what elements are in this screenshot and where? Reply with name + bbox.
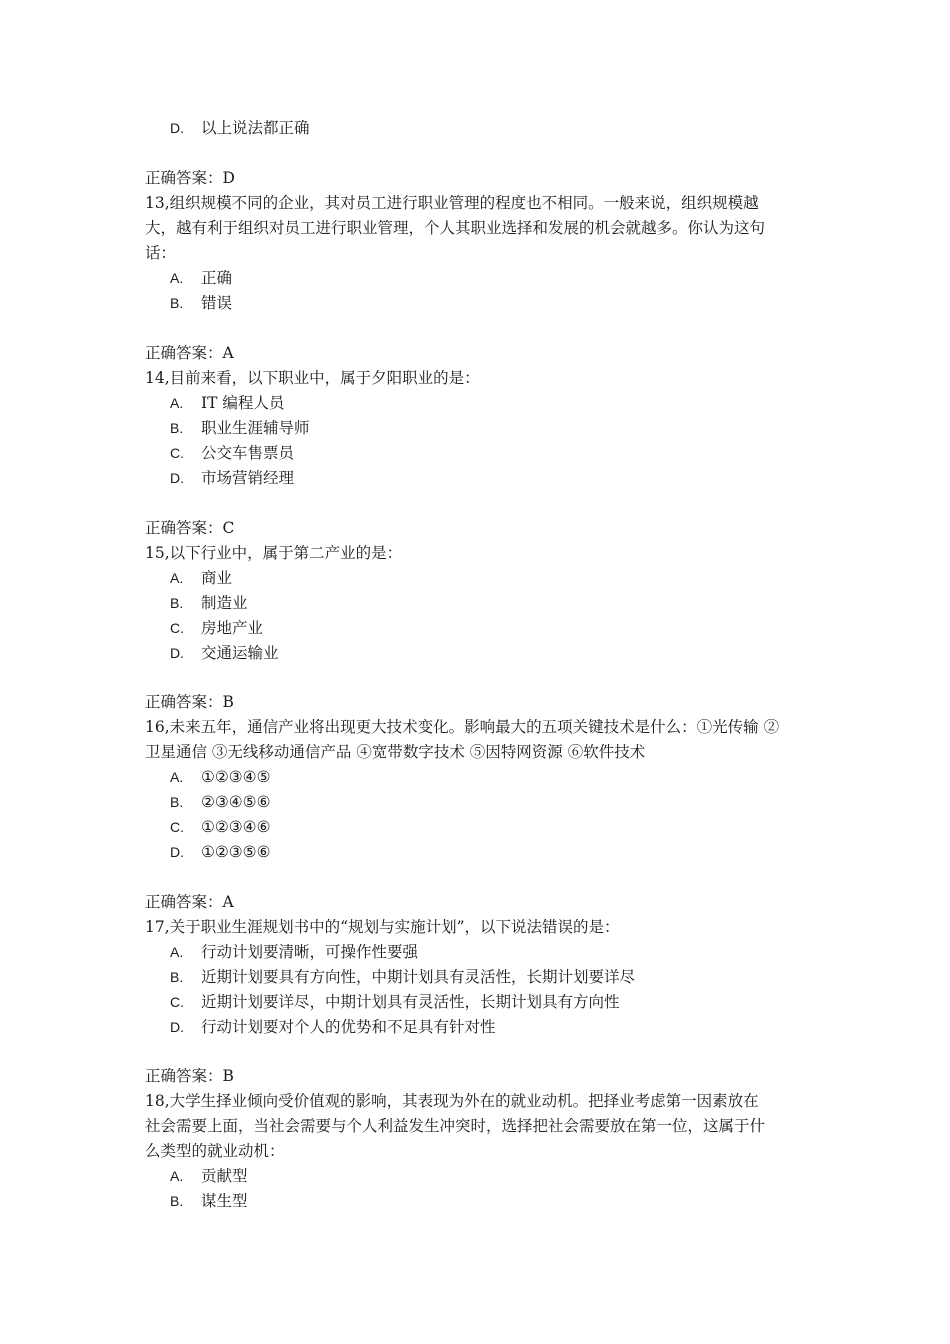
option-item xyxy=(170,416,810,441)
option-text: 近期计划要具有方向性，中期计划具有灵活性，长期计划要详尽 xyxy=(201,968,636,986)
option-text: ①②③④⑥ xyxy=(201,818,271,836)
question-stem-line: 13,组织规模不同的企业，其对员工进行职业管理的程度也不相同。一般来说，组织规模越 xyxy=(145,194,759,212)
option-letter: A. xyxy=(170,1168,184,1184)
option-item xyxy=(170,1015,810,1040)
option-letter: D. xyxy=(170,470,184,486)
question-stem-line: 16,未来五年，通信产业将出现更大技术变化。影响最大的五项关键技术是什么：①光传输 ② xyxy=(145,718,780,736)
question-stem-line: 17,关于职业生涯规划书中的“规划与实施计划”，以下说法错误的是： xyxy=(145,918,620,936)
option-item xyxy=(170,441,810,466)
option-item xyxy=(170,1189,810,1214)
option-item xyxy=(170,1164,810,1189)
option-text: 房地产业 xyxy=(201,619,264,637)
correct-answer: 正确答案：A xyxy=(145,344,234,362)
option-letter: B. xyxy=(170,794,184,810)
option-letter: D. xyxy=(170,120,184,136)
option-item xyxy=(170,641,810,666)
option-item xyxy=(170,266,810,291)
option-item xyxy=(170,566,810,591)
option-letter: A. xyxy=(170,270,184,286)
question-stem-line: 卫星通信 ③无线移动通信产品 ④宽带数字技术 ⑤因特网资源 ⑥软件技术 xyxy=(145,743,646,761)
option-item xyxy=(170,391,810,416)
option-text: 商业 xyxy=(201,569,233,587)
question-stem-line: 么类型的就业动机： xyxy=(145,1142,285,1160)
option-text: ①②③⑤⑥ xyxy=(201,843,271,861)
option-letter: D. xyxy=(170,844,184,860)
option-text: 制造业 xyxy=(201,594,248,612)
option-letter: C. xyxy=(170,620,184,636)
option-letter: A. xyxy=(170,570,184,586)
option-letter: B. xyxy=(170,420,184,436)
option-item xyxy=(170,790,810,815)
option-text: 错误 xyxy=(201,294,233,312)
correct-answer: 正确答案：C xyxy=(145,519,235,537)
option-text: IT 编程人员 xyxy=(201,394,285,412)
correct-answer: 正确答案：B xyxy=(145,693,234,711)
option-item xyxy=(170,990,810,1015)
option-letter: D. xyxy=(170,645,184,661)
option-item xyxy=(170,591,810,616)
option-text: 正确 xyxy=(201,269,233,287)
option-item xyxy=(170,940,810,965)
option-item xyxy=(170,840,810,865)
option-letter: C. xyxy=(170,445,184,461)
option-text: 贡献型 xyxy=(201,1167,248,1185)
option-text: 行动计划要对个人的优势和不足具有针对性 xyxy=(201,1018,496,1036)
question-stem-line: 社会需要上面，当社会需要与个人利益发生冲突时，选择把社会需要放在第一位，这属于什 xyxy=(145,1117,766,1135)
option-item xyxy=(170,116,810,141)
option-text: ②③④⑤⑥ xyxy=(201,793,271,811)
option-letter: A. xyxy=(170,395,184,411)
question-stem-line: 15,以下行业中，属于第二产业的是： xyxy=(145,544,403,562)
option-letter: D. xyxy=(170,1019,184,1035)
option-letter: A. xyxy=(170,769,184,785)
option-text: 市场营销经理 xyxy=(201,469,295,487)
option-text: 公交车售票员 xyxy=(201,444,295,462)
correct-answer: 正确答案：A xyxy=(145,893,234,911)
option-item xyxy=(170,815,810,840)
option-letter: B. xyxy=(170,1193,184,1209)
option-letter: A. xyxy=(170,944,184,960)
option-item xyxy=(170,291,810,316)
option-text: 近期计划要详尽，中期计划具有灵活性，长期计划具有方向性 xyxy=(201,993,620,1011)
option-letter: B. xyxy=(170,595,184,611)
question-stem-line: 话： xyxy=(145,244,177,262)
option-text: 交通运输业 xyxy=(201,644,279,662)
option-letter: B. xyxy=(170,295,184,311)
option-item xyxy=(170,466,810,491)
question-stem-line: 大，越有利于组织对员工进行职业管理，个人其职业选择和发展的机会就越多。你认为这句 xyxy=(145,219,766,237)
option-letter: C. xyxy=(170,819,184,835)
option-item xyxy=(170,765,810,790)
question-stem-line: 18,大学生择业倾向受价值观的影响，其表现为外在的就业动机。把择业考虑第一因素放在 xyxy=(145,1092,759,1110)
question-stem-line: 14,目前来看，以下职业中，属于夕阳职业的是： xyxy=(145,369,480,387)
correct-answer: 正确答案：D xyxy=(145,169,235,187)
correct-answer: 正确答案：B xyxy=(145,1067,234,1085)
option-text: 谋生型 xyxy=(201,1192,248,1210)
option-text: 以上说法都正确 xyxy=(201,119,310,137)
option-text: 行动计划要清晰，可操作性要强 xyxy=(201,943,419,961)
option-letter: C. xyxy=(170,994,184,1010)
option-letter: B. xyxy=(170,969,184,985)
option-item xyxy=(170,965,810,990)
option-text: ①②③④⑤ xyxy=(201,768,271,786)
option-item xyxy=(170,616,810,641)
option-text: 职业生涯辅导师 xyxy=(201,419,310,437)
